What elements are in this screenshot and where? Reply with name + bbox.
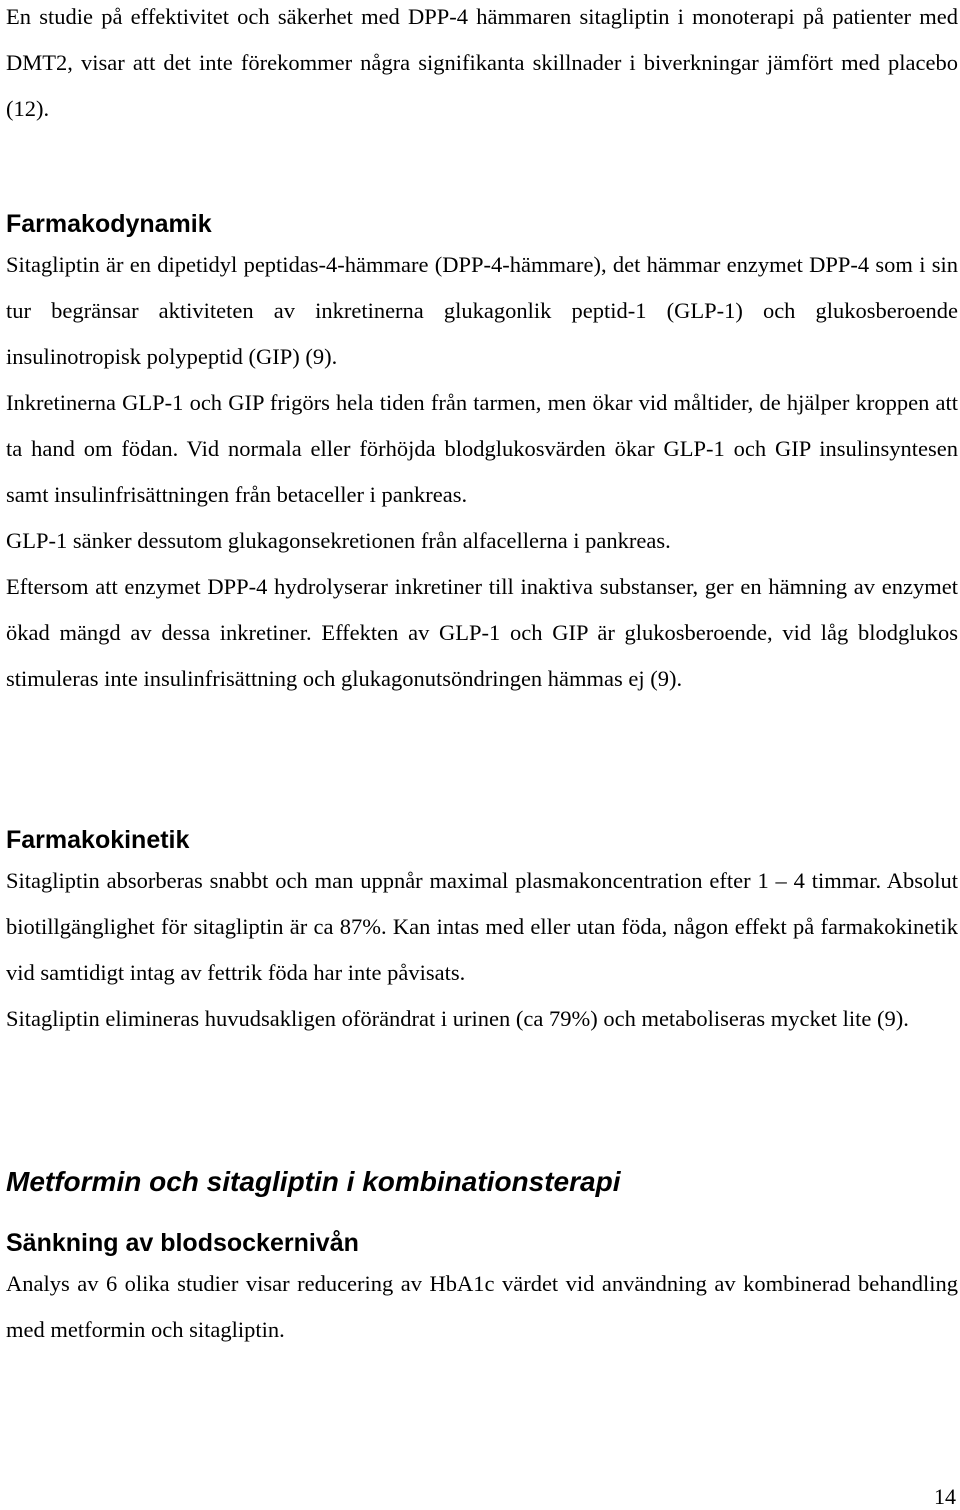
heading-farmakokinetik: Farmakokinetik (6, 826, 190, 854)
farmakokinetik-paragraph-2: Sitagliptin elimineras huvudsakligen oförändrat i urinen (ca 79%) och metaboliseras mycket lite (9). (6, 1006, 909, 1031)
heading-farmakodynamik: Farmakodynamik (6, 210, 212, 238)
farmakodynamik-paragraph-3: GLP-1 sänker dessutom glukagonsekretionen från alfacellerna i pankreas. (6, 528, 671, 553)
heading-kombinationsterapi: Metformin och sitagliptin i kombinationsterapi (6, 1166, 621, 1197)
farmakokinetik-paragraph-1: Sitagliptin absorberas snabbt och man uppnår maximal plasmakoncentration efter 1 – 4 timmar. Absolut biotillgänglighet för sitagliptin är ca 87%. Kan intas med eller utan föda, någon effekt på farmakokinetik vid samtidigt intag av fettrik föda har inte påvisats. (6, 868, 958, 985)
farmakodynamik-paragraph-1: Sitagliptin är en dipetidyl peptidas-4-hämmare (DPP-4-hämmare), det hämmar enzymet DPP-4 som i sin tur begränsar aktiviteten av inkretinerna glukagonlik peptid-1 (GLP-1) och glukosberoende insulinotropisk polypeptid (GIP) (9). (6, 252, 958, 369)
kombination-paragraph-1: Analys av 6 olika studier visar reducering av HbA1c värdet vid användning av kombinerad behandling med metformin och sitagliptin. (6, 1271, 958, 1342)
farmakodynamik-paragraph-4: Eftersom att enzymet DPP-4 hydrolyserar inkretiner till inaktiva substanser, ger en hämning av enzymet ökad mängd av dessa inkretiner. Effekten av GLP-1 och GIP är glukosberoende, vid låg blodglukos stimuleras inte insulinfrisättning och glukagonutsöndringen hämmas ej (9). (6, 574, 958, 691)
page-number: 14 (934, 1484, 956, 1509)
farmakodynamik-paragraph-2: Inkretinerna GLP-1 och GIP frigörs hela tiden från tarmen, men ökar vid måltider, de hjälper kroppen att ta hand om födan. Vid normala eller förhöjda blodglukosvärden ökar GLP-1 och GIP insulinsyntesen samt insulinfrisättningen från betaceller i pankreas. (6, 390, 958, 507)
intro-paragraph: En studie på effektivitet och säkerhet med DPP-4 hämmaren sitagliptin i monoterapi på patienter med DMT2, visar att det inte förekommer några signifikanta skillnader i biverkningar jämfört med placebo (12). (6, 4, 958, 121)
heading-blodsockernivan: Sänkning av blodsockernivån (6, 1229, 359, 1257)
